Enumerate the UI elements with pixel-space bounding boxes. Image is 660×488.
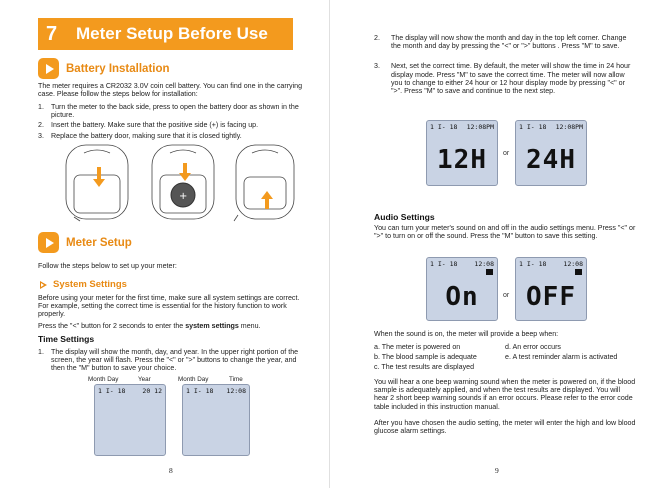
time-settings-heading: Time Settings (38, 334, 95, 344)
list-item: 3. Next, set the correct time. By default, the meter will show the time in 24 hour display mode. Press "M" to save the correct time. The meter will now allow you to change to either 24 hour or 12 hour display mode by pressing "<" or ">". Press "M" to save and continue to the next step. (374, 62, 631, 96)
list-item: 1. The display will show the month, day, and year. In the upper right portion of the screen, the year will flash. Press the "<" or ">" buttons to change the year, and then the "M" button to save your choice. (38, 348, 299, 373)
caption-time: Time (229, 376, 243, 383)
caption-year: Year (138, 376, 151, 383)
lcd-display-sound-off: 1 I- 18 12:08 OFF (515, 257, 587, 321)
chapter-banner (38, 18, 293, 50)
battery-installation-illustration (60, 141, 300, 223)
page-number: 9 (495, 466, 499, 475)
play-icon (38, 58, 59, 79)
time-steps-continued (374, 34, 636, 97)
system-settings-text: Before using your meter for the first time, make sure all system settings are correct. For example, setting the correct time is essential for the history function to work properly. (38, 294, 300, 319)
svg-text:+: + (179, 191, 188, 202)
lcd-display-24h: 1 I- 18 12:08PM 24H (515, 120, 587, 186)
audio-final-text: After you have chosen the audio setting, the meter will enter the high and low blood glucose alarm settings. (374, 419, 636, 436)
speaker-icon (486, 269, 493, 275)
list-item: c. The test results are displayed (374, 363, 475, 372)
chapter-number: 7 (46, 22, 58, 45)
list-item (505, 363, 645, 371)
list-item: 3. Replace the battery door, making sure that it is closed tightly. (38, 131, 242, 140)
caption-month-day: Month Day (178, 376, 209, 383)
list-item: 2. The display will now show the month and day in the top left corner. Change the month and day by pressing the "<" or ">" buttons . Press "M" to save. (374, 34, 627, 51)
list-item: 1. Turn the meter to the back side, press to open the battery door as shown in the picture. (38, 103, 299, 120)
system-settings-heading: System Settings (40, 279, 127, 290)
page-number: 8 (169, 466, 173, 475)
lcd-display-time: 1 I- 18 12:08 (182, 384, 250, 456)
list-item: d. An error occurs (505, 343, 561, 351)
triangle-icon (40, 281, 47, 289)
battery-heading: Battery Installation (66, 62, 170, 75)
battery-intro: The meter requires a CR2032 3.0V coin cell battery. You can find one in the carrying case. Please follow the steps below for installation: (38, 82, 303, 99)
list-item: a. The meter is powered on (374, 343, 461, 351)
meter-setup-heading: Meter Setup (66, 236, 132, 249)
play-icon (38, 232, 59, 253)
or-label: or (503, 292, 510, 299)
list-item: 2. Insert the battery. Make sure that the positive side (+) is facing up. (38, 121, 259, 130)
time-settings-steps (38, 348, 306, 375)
or-label: or (503, 150, 510, 157)
right-page (330, 0, 660, 488)
battery-section-heading (38, 58, 170, 79)
beep-conditions-list (374, 343, 645, 372)
audio-settings-heading: Audio Settings (374, 212, 435, 222)
meter-setup-section-heading (38, 232, 132, 253)
beep-intro: When the sound is on, the meter will provide a beep when: (374, 330, 559, 338)
speaker-icon (575, 269, 582, 275)
lcd-display-sound-on: 1 I- 18 12:08 On (426, 257, 498, 321)
list-item: e. A test reminder alarm is activated (505, 353, 618, 362)
chapter-title: Meter Setup Before Use (76, 24, 268, 43)
beep-warning-text: You will hear a one beep warning sound when the meter is powered on, if the blood sample is adequately applied, and when the test results are displayed. You will hear 2 short beep warning sounds if an error occurs. Please refer to the error code table included in this instruction manual. (374, 378, 636, 411)
system-settings-press: Press the "<" button for 2 seconds to enter the system settings menu. (38, 322, 261, 330)
lcd-display-year: 1 I- 18 20 12 (94, 384, 166, 456)
list-item: b. The blood sample is adequate (374, 353, 477, 362)
meter-setup-intro: Follow the steps below to set up your meter: (38, 262, 177, 270)
lcd-display-12h: 1 I- 18 12:08PM 12H (426, 120, 498, 186)
battery-steps (38, 103, 306, 142)
caption-month-day: Month Day (88, 376, 119, 383)
audio-settings-text: You can turn your meter's sound on and off in the audio settings menu. Press "<" or ">" to turn on or off the sound. Press the "M" button to save this setting. (374, 224, 636, 241)
